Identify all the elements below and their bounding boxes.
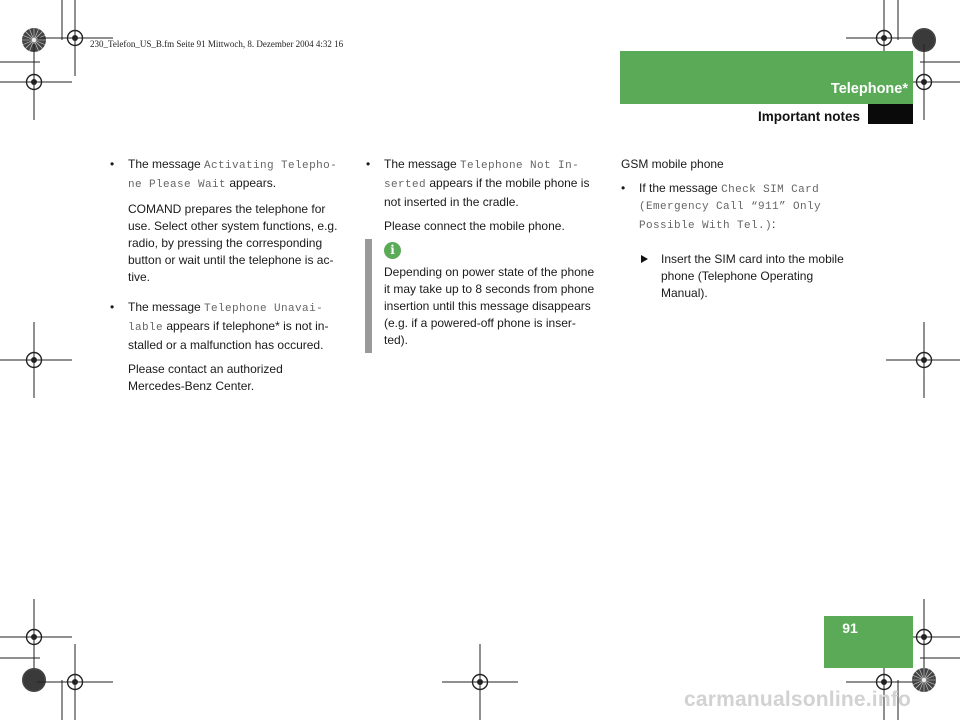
paragraph-connect-phone: Please connect the mobile phone.: [384, 219, 565, 233]
display-message: Activating Telepho-: [204, 160, 338, 172]
bullet-check-sim: • If the message Check SIM Card (Emergency Call “911” Only Possible With Tel.):: [621, 180, 871, 235]
section-title: Telephone*: [830, 81, 908, 97]
page-number: 91: [842, 620, 858, 636]
paragraph-contact-center: Please contact an authorized Mercedes-Benz Center.: [128, 362, 283, 393]
display-message: (Emergency Call “911” Only: [639, 201, 822, 213]
info-note: [365, 239, 607, 353]
gsm-heading: GSM mobile phone: [621, 157, 724, 171]
info-note-text: Depending on power state of the phone it may take up to 8 seconds from phone insertion until this message disappears (e.g. if a powered-off phone is inser- ted).: [384, 265, 595, 347]
bullet-unavailable: • The message Telephone Unavai- lable appears if telephone* is not in- stalled or a malfunction has occured.: [110, 299, 356, 354]
paragraph-comand-prepares: COMAND prepares the telephone for use. Select other system functions, e.g. radio, by pressing the corresponding button or wait until the telephone is ac- tive.: [128, 202, 338, 284]
column-2: [366, 156, 606, 235]
file-info-line: 230_Telefon_US_B.fm Seite 91 Mittwoch, 8. Dezember 2004 4:32 16: [90, 39, 344, 49]
watermark-text: carmanualsonline.info: [684, 688, 912, 711]
display-message: ne Please Wait: [128, 179, 227, 191]
column-3: [621, 156, 871, 302]
column-1: [110, 156, 356, 395]
display-message: Telephone Not In-: [460, 160, 580, 172]
bullet-activating: • The message Activating Telepho- ne Please Wait appears.: [110, 156, 356, 194]
subsection-title: Important notes: [757, 109, 860, 124]
subsection-black-tab: [868, 104, 913, 124]
display-message: serted: [384, 179, 427, 191]
info-icon: i: [384, 242, 401, 259]
bullet-not-inserted: • The message Telephone Not In- serted appears if the mobile phone is not inserted in the cradle.: [366, 156, 606, 211]
step-insert-sim: Insert the SIM card into the mobile phone (Telephone Operating Manual).: [621, 251, 871, 302]
info-note-bar: [365, 239, 372, 353]
display-message: Check SIM Card: [721, 184, 820, 196]
display-message: Possible With Tel.): [639, 220, 773, 232]
display-message: lable: [128, 322, 164, 334]
step-arrow-icon: [641, 255, 648, 263]
display-message: Telephone Unavai-: [204, 303, 324, 315]
